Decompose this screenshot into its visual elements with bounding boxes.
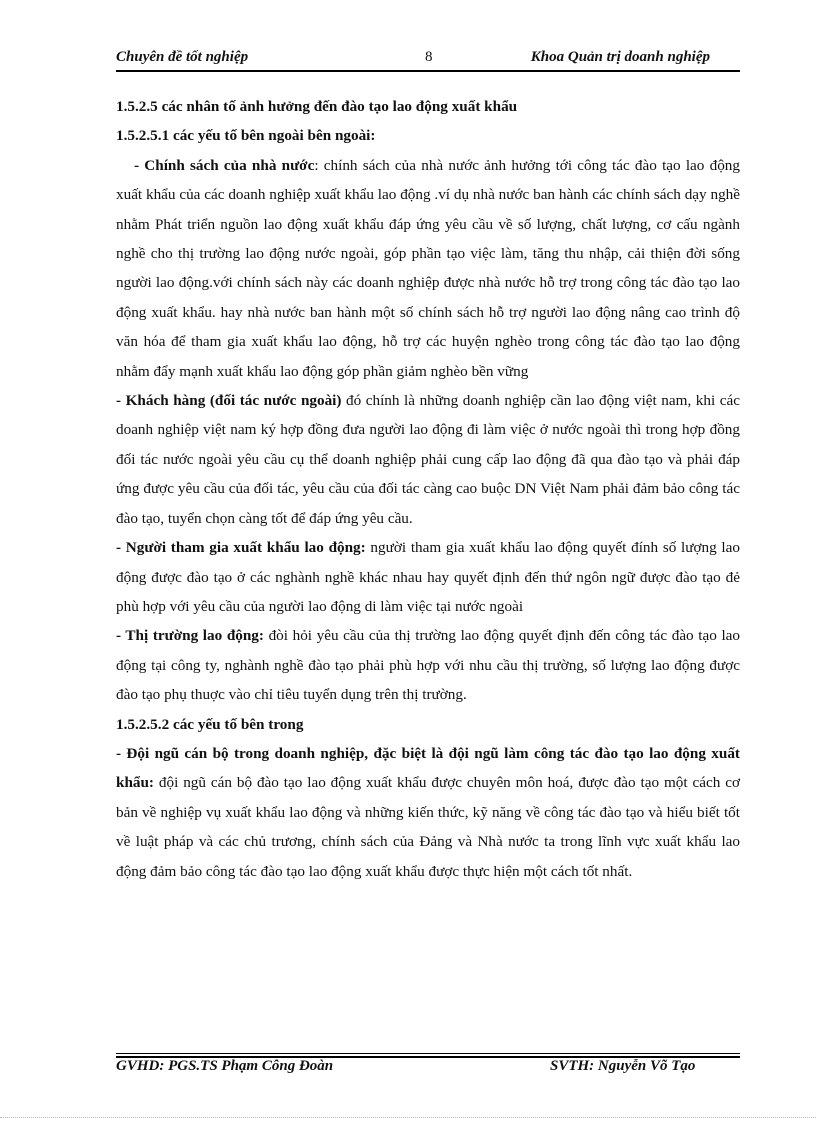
subsection-heading-external: 1.5.2.5.1 các yếu tố bên ngoài bên ngoài: xyxy=(116,127,376,145)
footer-rule-thin xyxy=(116,1053,740,1054)
document-body xyxy=(116,92,740,886)
paragraph-text: đòi hỏi yêu cầu của thị trường lao động quyết định đến công tác đào tạo lao động tại công ty, nghành nghề đào tạo phải phù hợp với nhu cầu thị trường, số lượng lao động được đào tạo phụ thuợc vào chỉ tiêu tuyển dụng trên thị trường. xyxy=(116,627,740,704)
header-topic: Chuyên đề tốt nghiệp xyxy=(116,49,249,65)
footer-advisor: GVHD: PGS.TS Phạm Công Đoàn xyxy=(116,1058,334,1074)
paragraph-customers xyxy=(116,386,740,533)
paragraph-participants xyxy=(116,533,740,621)
page-number: 8 xyxy=(425,49,433,65)
paragraph-staff xyxy=(116,739,740,886)
paragraph-lead: - Người tham gia xuất khẩu lao động: xyxy=(116,539,366,557)
paragraph-text: : chính sách của nhà nước ảnh hưởng tới công tác đào tạo lao động xuất khẩu của các doanh nghiệp xuất khẩu lao động .ví dụ nhà nước ban hành các chính sách dạy nghề nhằm Phát triển nguồn lao động xuất khẩu đáp ứng yêu cầu về số lượng, chất lượng, cơ cấu ngành nghề cho thị trường lao động nước ngoài, góp phần tạo việc làm, tăng thu nhập, cải thiện đời sống người lao động.với chính sách này các doanh nghiệp được nhà nước hỗ trợ trong công tác đào tạo lao động xuất khẩu. hay nhà nước ban hành một số chính sách hỗ trợ người lao động nâng cao trình độ văn hóa để tham gia xuất khẩu lao động, hỗ trợ các huyện nghèo trong công tác đào tạo lao động nhằm đẩy mạnh xuất khẩu lao động góp phần giảm nghèo bền vững xyxy=(116,156,740,380)
section-heading: 1.5.2.5 các nhân tố ảnh hưởng đến đào tạo lao động xuất khẩu xyxy=(116,98,518,115)
paragraph-text: đội ngũ cán bộ đào tạo lao động xuất khẩu được chuyên môn hoá, được đào tạo một cách cơ bản về nghiệp vụ xuất khẩu lao động và những kiến thức, kỹ năng về công tác đào tạo và hiểu biết tốt về luật pháp và các chủ trương, chính sách của Đảng và Nhà nước ta trong lĩnh vực xuất khẩu lao động đảm bảo công tác đào tạo lao động xuất khẩu được thực hiện một cách tốt nhất. xyxy=(116,774,740,880)
page-header xyxy=(116,49,740,71)
footer-student: SVTH: Nguyễn Võ Tạo xyxy=(550,1058,696,1074)
subsection-heading-internal: 1.5.2.5.2 các yếu tố bên trong xyxy=(116,715,304,733)
header-rule xyxy=(116,70,740,72)
paragraph-lead: - Khách hàng (đối tác nước ngoài) xyxy=(116,392,342,410)
header-faculty: Khoa Quản trị doanh nghiệp xyxy=(530,49,710,65)
paragraph-text: đó chính là những doanh nghiệp cần lao động việt nam, khi các doanh nghiệp việt nam ký hợp đồng đưa người lao động đi làm việc ở nước ngoài thì trong hợp đồng đối tác nước ngoài yêu cầu cụ thể doanh nghiệp phải cung cấp lao động đã qua đào tạo và phải đáp ứng được yêu cầu của đối tác, yêu cầu của đối tác càng cao buộc DN Việt Nam phải đảm bảo công tác đào tạo, tuyển chọn càng tốt để đáp ứng yêu cầu. xyxy=(116,392,740,527)
page-edge-divider xyxy=(0,1117,816,1118)
paragraph-labor-market xyxy=(116,621,740,709)
paragraph-lead: - Đội ngũ cán bộ trong doanh nghiệp, đặc biệt là đội ngũ làm công tác đào tạo lao động xuất khẩu: xyxy=(116,744,740,792)
paragraph-text: người tham gia xuất khẩu lao động quyết đính số lượng lao động được đào tạo ở các nghành nghề khác nhau hay quyết định đến thứ ngôn ngữ được đào tạo đẻ phù hợp với yêu cầu của người lao động di làm việc tại nước ngoài xyxy=(116,539,740,615)
paragraph-state-policy xyxy=(116,151,740,386)
paragraph-lead: - Chính sách của nhà nước xyxy=(134,156,315,174)
paragraph-lead: - Thị trường lao động: xyxy=(116,627,264,645)
